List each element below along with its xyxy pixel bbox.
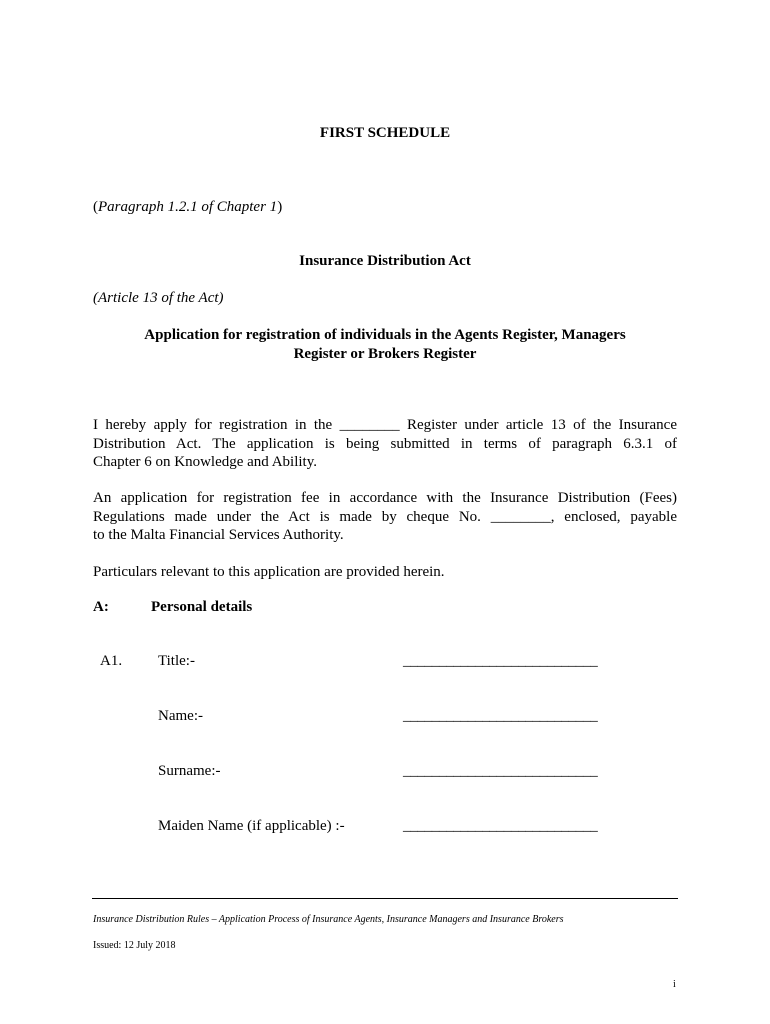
fee-paragraph-line1: An application for registration fee in accordance with the Insurance Distribution (Fees) (93, 490, 677, 506)
section-title: Personal details (151, 599, 253, 615)
article-reference: (Article 13 of the Act) (93, 290, 224, 306)
registration-paragraph (93, 416, 677, 472)
particulars-paragraph: Particulars relevant to this application are provided herein. (93, 564, 445, 580)
name-field-line[interactable]: ___________________________ (403, 708, 598, 724)
section-letter: A: (93, 599, 109, 615)
paragraph-ref-open: ( (93, 199, 98, 215)
name-field-label: Name:- (158, 708, 203, 724)
footer-issued-date: Issued: 12 July 2018 (93, 940, 176, 951)
fee-paragraph-line2: Regulations made under the Act is made by cheque No. ________, enclosed, payable (93, 508, 677, 525)
schedule-title: FIRST SCHEDULE (319, 125, 451, 141)
application-title (0, 326, 770, 364)
item-number: A1. (100, 653, 123, 669)
registration-paragraph-line1: I hereby apply for registration in the ________ Register under article 13 of the Insurance (93, 417, 677, 433)
paragraph-ref-close: ) (277, 199, 283, 215)
act-title: Insurance Distribution Act (299, 253, 471, 269)
maiden-name-field-line[interactable]: ___________________________ (403, 818, 598, 834)
paragraph-ref-text: Paragraph 1.2.1 of Chapter 1 (98, 199, 278, 215)
registration-paragraph-line3: Chapter 6 on Knowledge and Ability. (93, 454, 317, 470)
maiden-name-field-label: Maiden Name (if applicable) :- (158, 818, 345, 834)
fee-paragraph-line3: to the Malta Financial Services Authority. (93, 527, 344, 543)
footer-rules-text: Insurance Distribution Rules – Application Process of Insurance Agents, Insurance Managers and Insurance Brokers (93, 914, 564, 925)
surname-field-line[interactable]: ___________________________ (403, 763, 598, 779)
page-number: i (673, 979, 676, 990)
title-field-label: Title:- (158, 653, 195, 669)
footer-divider (92, 898, 678, 899)
surname-field-label: Surname:- (158, 763, 221, 779)
registration-paragraph-line2: Distribution Act. The application is being submitted in terms of paragraph 6.3.1 of (93, 435, 677, 452)
title-field-line[interactable]: ___________________________ (403, 653, 598, 669)
paragraph-reference (93, 198, 282, 217)
application-title-line2: Register or Brokers Register (293, 346, 477, 362)
application-title-line1: Application for registration of individuals in the Agents Register, Managers (144, 327, 626, 343)
fee-paragraph (93, 489, 677, 545)
